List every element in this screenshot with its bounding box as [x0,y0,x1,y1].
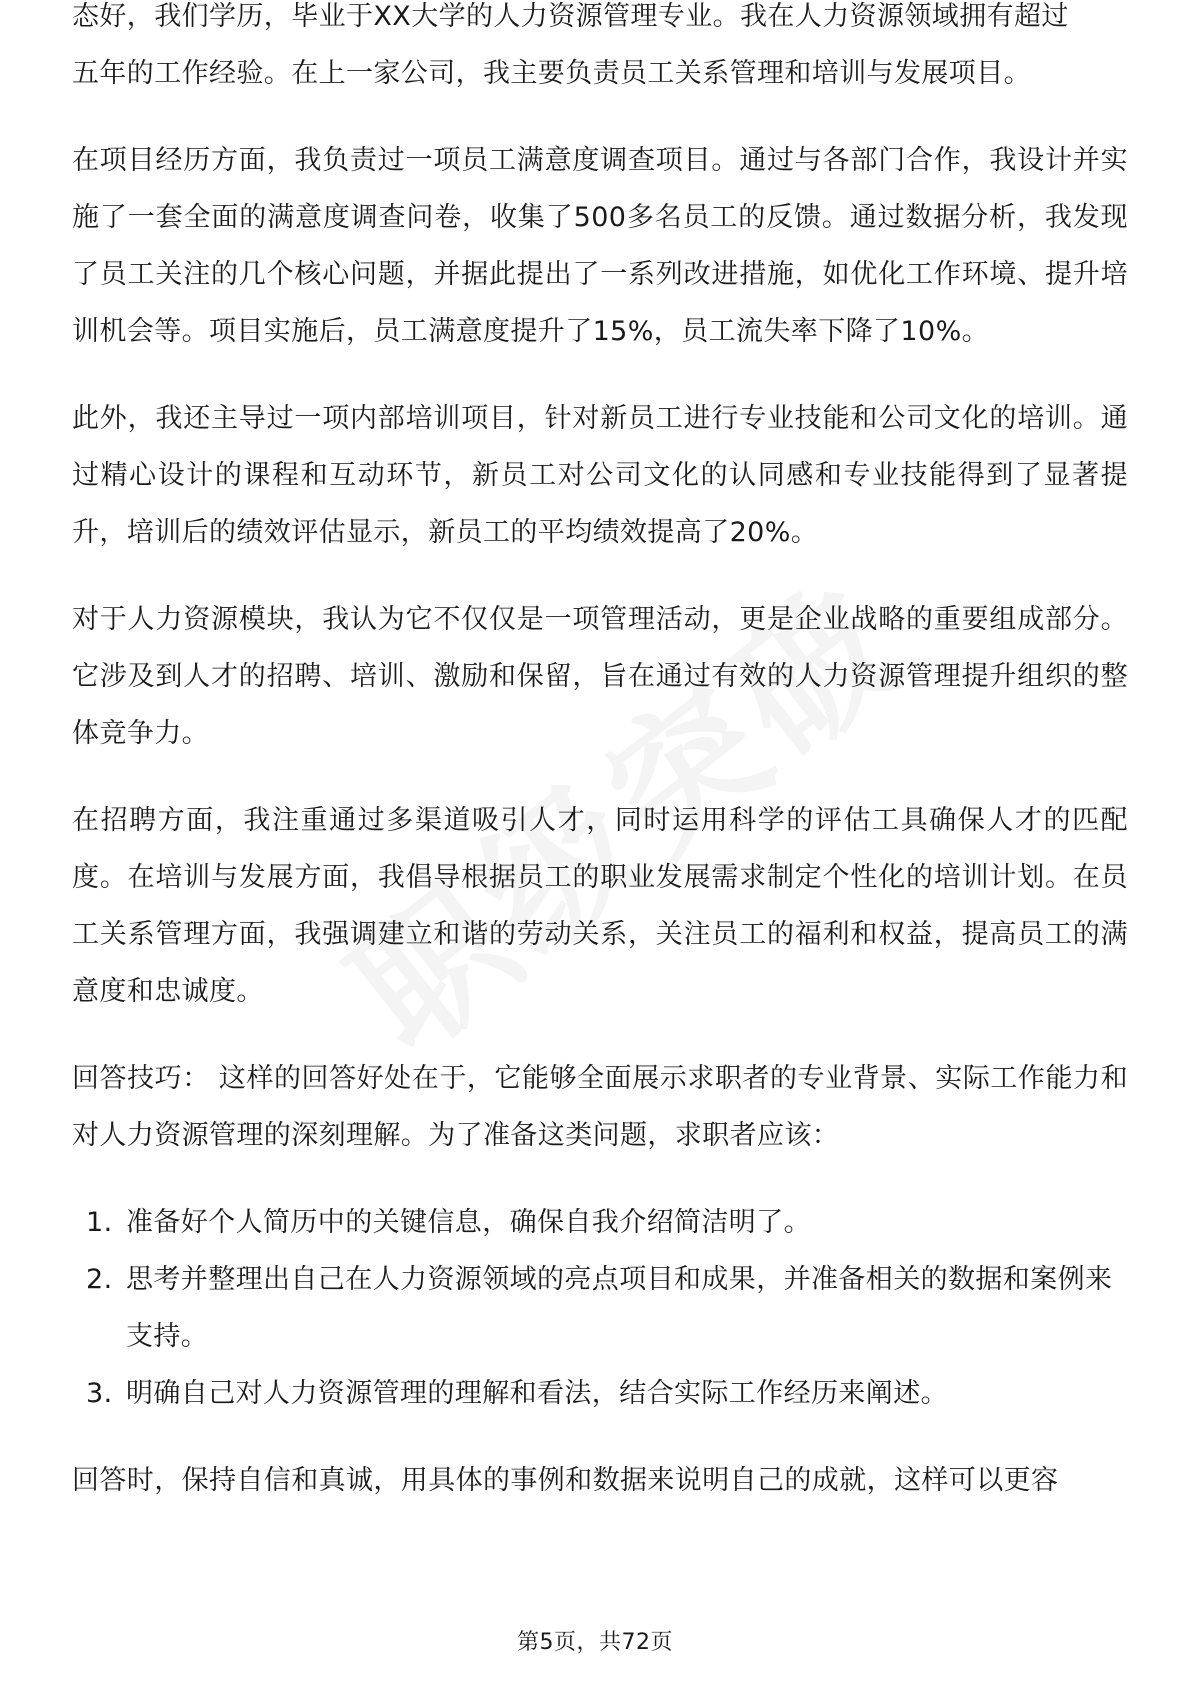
list-item-text: 思考并整理出自己在人力资源领域的亮点项目和成果，并准备相关的数据和案例来支持。 [126,1264,1113,1352]
cut-off-line: 态好，我们学历，毕业于XX大学的人力资源管理专业。我在人力资源领域拥有超过 [72,1,1069,32]
paragraph-hr-module: 对于人力资源模块，我认为它不仅仅是一项管理活动，更是企业战略的重要组成部分。它涉及到人才的招聘、培训、激励和保留，旨在通过有效的人力资源管理提升组织的整体竞争力。 [72,604,1128,749]
document-body [72,1,1128,1539]
list-item [72,1365,1128,1422]
list-item-number: 3. [86,1378,113,1409]
paragraph-intro-text: 五年的工作经验。在上一家公司，我主要负责员工关系管理和培训与发展项目。 [72,58,1031,89]
list-item-text: 准备好个人简历中的关键信息，确保自我介绍简洁明了。 [126,1207,811,1238]
paragraph-project-survey: 在项目经历方面，我负责过一项员工满意度调查项目。通过与各部门合作，我设计并实施了一套全面的满意度调查问卷，收集了500多名员工的反馈。通过数据分析，我发现了员工关注的几个核心问题，并据此提出了一系列改进措施，如优化工作环境、提升培训机会等。项目实施后，员工满意度提升了15%，员工流失率下降了10%。 [72,145,1128,347]
list-item-text: 明确自己对人力资源管理的理解和看法，结合实际工作经历来阐述。 [126,1378,948,1409]
tips-list [72,1194,1128,1422]
paragraph-intro [72,0,1128,102]
paragraph-answer-tips: 回答技巧： 这样的回答好处在于，它能够全面展示求职者的专业背景、实际工作能力和对人力资源管理的深刻理解。为了准备这类问题，求职者应该： [72,1063,1128,1151]
list-item [72,1194,1128,1251]
paragraph-project-training: 此外，我还主导过一项内部培训项目，针对新员工进行专业技能和公司文化的培训。通过精心设计的课程和互动环节，新员工对公司文化的认同感和专业技能得到了显著提升，培训后的绩效评估显示，新员工的平均绩效提高了20%。 [72,403,1128,548]
paragraph-closing: 回答时，保持自信和真诚，用具体的事例和数据来说明自己的成就，这样可以更容 [72,1465,1059,1496]
paragraph-hr-functions: 在招聘方面，我注重通过多渠道吸引人才，同时运用科学的评估工具确保人才的匹配度。在培训与发展方面，我倡导根据员工的职业发展需求制定个性化的培训计划。在员工关系管理方面，我强调建立和谐的劳动关系，关注员工的福利和权益，提高员工的满意度和忠诚度。 [72,805,1128,1007]
list-item-number: 1. [86,1207,113,1238]
page-number: 第5页，共72页 [517,1630,673,1655]
list-item-number: 2. [86,1264,113,1295]
list-item [72,1251,1128,1365]
